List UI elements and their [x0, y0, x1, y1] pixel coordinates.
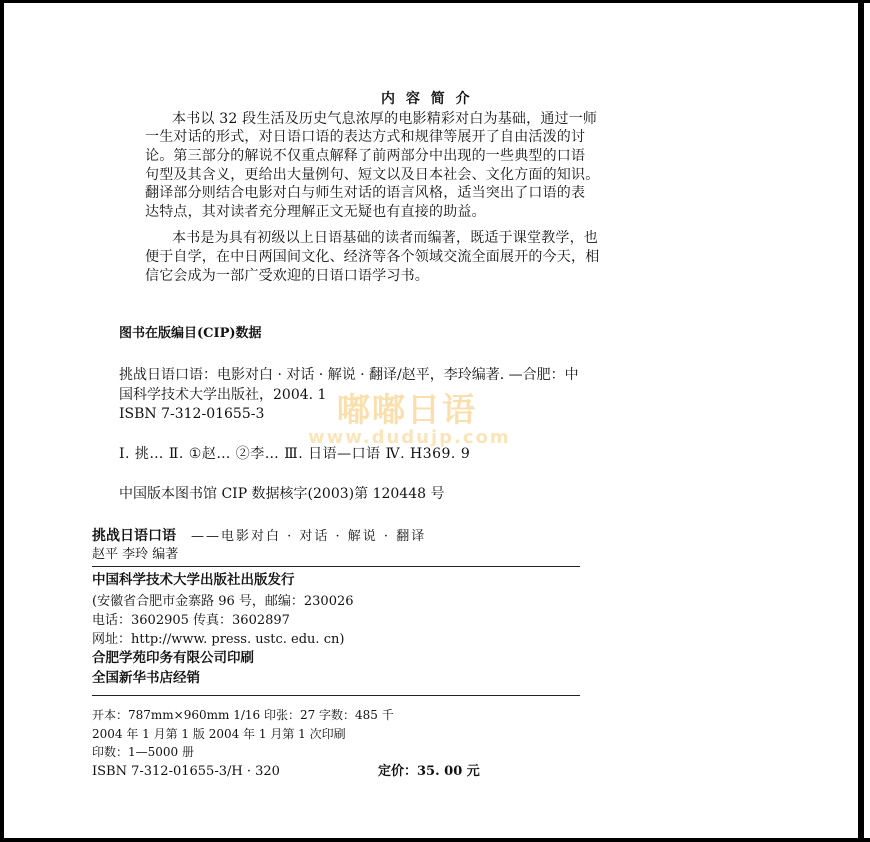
summary-line: 句型及其含义，更给出大量例句、短文以及日本社会、文化方面的知识。 — [145, 167, 600, 183]
cip-classification: Ⅰ. 挑… Ⅱ. ①赵… ②李… Ⅲ. 日语—口语 Ⅳ. H369. 9 — [119, 446, 471, 462]
colophon-address: (安徽省合肥市金寨路 96 号，邮编：230026 — [92, 594, 354, 609]
summary-line: 本书是为具有初级以上日语基础的读者而编著，既适于课堂教学，也 — [172, 230, 598, 246]
cip-title: 图书在版编目(CIP)数据 — [119, 326, 262, 341]
colophon-website: 网址：http://www. press. ustc. edu. cn) — [92, 632, 345, 647]
page-frame-left — [0, 0, 4, 842]
page-frame-bottom — [0, 838, 870, 842]
colophon-print-run: 印数：1—5000 册 — [92, 745, 194, 759]
summary-line: 一生对话的形式，对日语口语的表达方式和规律等展开了自由活泼的讨 — [145, 129, 586, 145]
colophon-printer: 合肥学苑印务有限公司印刷 — [92, 650, 254, 666]
summary-line: 本书以 32 段生活及历史气息浓厚的电影精彩对白为基础，通过一师 — [172, 111, 598, 127]
colophon-divider — [92, 566, 580, 567]
colophon-title: 挑战日语口语 — [92, 528, 176, 544]
summary-line: 达特点，其对读者充分理解正文无疑也有直接的助益。 — [145, 204, 486, 220]
cip-isbn: ISBN 7-312-01655-3 — [119, 406, 265, 422]
page-frame-top — [0, 0, 870, 3]
summary-heading: 内 容 简 介 — [381, 91, 473, 107]
colophon-distributor: 全国新华书店经销 — [92, 670, 200, 686]
colophon-phone-fax: 电话：3602905 传真：3602897 — [92, 613, 290, 628]
colophon-specs: 开本：787mm×960mm 1/16 印张：27 字数：485 千 — [92, 708, 394, 722]
colophon-divider — [92, 695, 580, 696]
summary-line: 翻译部分则结合电影对白与师生对话的语言风格，适当突出了口语的表 — [145, 185, 586, 201]
colophon-edition: 2004 年 1 月第 1 版 2004 年 1 月第 1 次印刷 — [92, 727, 346, 741]
cip-catalog-line: 国科学技术大学出版社，2004. 1 — [119, 387, 327, 403]
watermark-url: www.dudujp.com — [308, 427, 511, 448]
summary-line: 论。第三部分的解说不仅重点解释了前两部分中出现的一些典型的口语 — [145, 148, 586, 164]
cip-catalog-line: 挑战日语口语：电影对白 · 对话 · 解说 · 翻译/赵平，李玲编著. —合肥：中 — [119, 367, 579, 383]
watermark-brand: 嘟嘟日语 — [337, 390, 477, 429]
colophon-isbn: ISBN 7-312-01655-3/H · 320 — [92, 764, 280, 779]
colophon-price: 定价：35. 00 元 — [378, 764, 480, 779]
page-frame-right — [858, 0, 864, 842]
colophon-authors: 赵平 李玲 编著 — [92, 547, 179, 562]
summary-line: 便于自学，在中日两国间文化、经济等各个领域交流全面展开的今天，相 — [145, 249, 600, 265]
summary-line: 信它会成为一部广受欢迎的日语口语学习书。 — [145, 268, 429, 284]
cip-record-number: 中国版本图书馆 CIP 数据核字(2003)第 120448 号 — [119, 486, 445, 502]
colophon-subtitle: ——电影对白 · 对话 · 解说 · 翻译 — [191, 529, 427, 544]
colophon-publisher: 中国科学技术大学出版社出版发行 — [92, 572, 295, 588]
